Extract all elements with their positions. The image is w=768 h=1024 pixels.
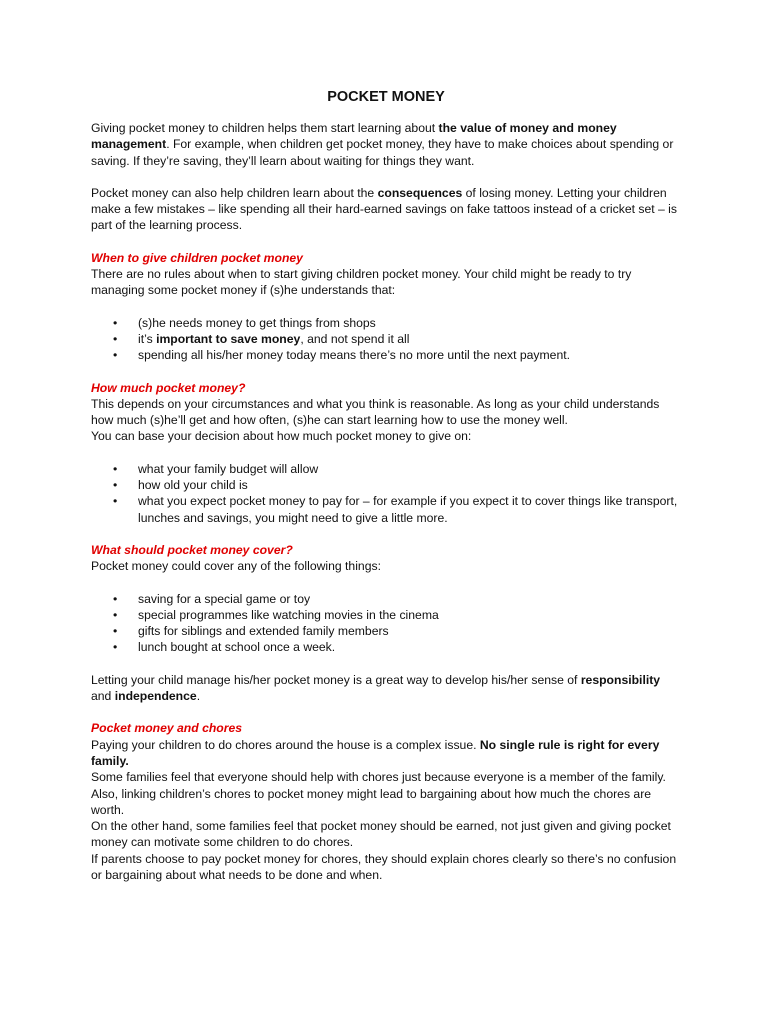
list-item-text: special programmes like watching movies in the cinema	[138, 607, 439, 622]
intro-paragraph-1	[91, 120, 681, 169]
list-item	[91, 607, 681, 623]
list-item-text: saving for a special game or toy	[138, 591, 311, 606]
bullet-icon: •	[113, 591, 118, 606]
bullet-icon: •	[113, 494, 118, 509]
list-item	[91, 477, 681, 493]
bold-text: important to save money	[156, 331, 301, 346]
section-chores-paragraph-1	[91, 737, 681, 770]
list-item-text: , and not spend it all	[300, 331, 410, 346]
list-item-text: lunch bought at school once a week.	[138, 640, 336, 655]
intro-paragraph-2	[91, 185, 681, 234]
page-title: POCKET MONEY	[327, 89, 445, 105]
list-item-text: it’s	[138, 331, 157, 346]
list-item-text: spending all his/her money today means there’s no more until the next payment.	[138, 348, 571, 363]
list-item-text: (s)he needs money to get things from shops	[138, 315, 376, 330]
list-item	[91, 461, 681, 477]
list-item-text: what you expect pocket money to pay for – for example if you expect it to cover things like transport, lunches and savings, you might need to give a little more.	[138, 494, 678, 525]
text-run: Letting your child manage his/her pocket money is a great way to develop his/her sense of	[91, 672, 581, 687]
bullet-icon: •	[113, 607, 118, 622]
list-item	[91, 347, 681, 363]
text-run: Giving pocket money to children helps them start learning about	[91, 121, 439, 135]
section-cover-body: Pocket money could cover any of the following things:	[91, 559, 381, 574]
document-page	[91, 88, 681, 883]
text-run: Pocket money can also help children learn about the	[91, 185, 378, 200]
section-chores-paragraph-4: If parents choose to pay pocket money for chores, they should explain chores clearly so there’s no confusion or bargaining about what needs to be done and when.	[91, 851, 677, 882]
bullet-icon: •	[113, 624, 118, 639]
list-item	[91, 623, 681, 639]
section-heading-how-much: How much pocket money?	[91, 380, 246, 395]
text-run: .	[196, 689, 201, 704]
list-item	[91, 315, 681, 331]
section-chores-paragraph-2: Some families feel that everyone should help with chores just because everyone is a member of the family. Also, linking children’s chores to pocket money might lead to bargaining about how much the chores are worth.	[91, 770, 666, 817]
bullet-icon: •	[113, 640, 118, 655]
section-when-body: There are no rules about when to start giving children pocket money. Your child might be ready to try managing some pocket money if (s)he understands that:	[91, 267, 632, 298]
bullet-icon: •	[113, 461, 118, 476]
bullet-icon: •	[113, 315, 118, 330]
list-item	[91, 331, 681, 347]
list-item-text: what your family budget will allow	[138, 461, 319, 476]
text-run: of losing money. Letting your children make a few mistakes – like spending all their hard-earned savings on fake tattoos instead of a cricket set – is part of the learning process.	[91, 185, 677, 233]
list-item-text: how old your child is	[138, 478, 248, 493]
list-item-text: gifts for siblings and extended family members	[138, 624, 389, 639]
section-heading-when: When to give children pocket money	[91, 250, 303, 265]
bullet-icon: •	[113, 348, 118, 363]
bold-text: No single rule is right for every family.	[91, 737, 660, 768]
bold-text: independence	[114, 689, 197, 704]
bullet-icon: •	[113, 331, 118, 346]
section-how-much-body-2: You can base your decision about how much pocket money to give on:	[91, 429, 472, 444]
section-cover-list	[91, 591, 681, 656]
text-run: . For example, when children get pocket money, they have to make choices about spending or saving. If they’re saving, they’ll learn about waiting for things they want.	[91, 137, 674, 168]
bullet-icon: •	[113, 478, 118, 493]
list-item	[91, 639, 681, 655]
list-item	[91, 493, 681, 526]
section-how-much-body-1: This depends on your circumstances and what you think is reasonable. As long as your child understands how much (s)he’ll get and how often, (s)he can start learning how to use the money well.	[91, 396, 660, 428]
text-run: Paying your children to do chores around the house is a complex issue.	[91, 737, 480, 752]
section-when-list	[91, 315, 681, 364]
section-heading-chores: Pocket money and chores	[91, 721, 243, 736]
bold-text: the value of money and money management	[91, 121, 617, 152]
section-cover-conclusion	[91, 672, 681, 705]
bold-text: responsibility	[580, 672, 661, 687]
text-run: and	[91, 689, 115, 704]
section-chores-paragraph-3: On the other hand, some families feel that pocket money should be earned, not just given and giving pocket money can motivate some children to do chores.	[91, 819, 671, 850]
section-heading-cover: What should pocket money cover?	[91, 542, 293, 557]
list-item	[91, 591, 681, 607]
section-how-much-list	[91, 461, 681, 526]
bold-text: consequences	[377, 185, 463, 200]
